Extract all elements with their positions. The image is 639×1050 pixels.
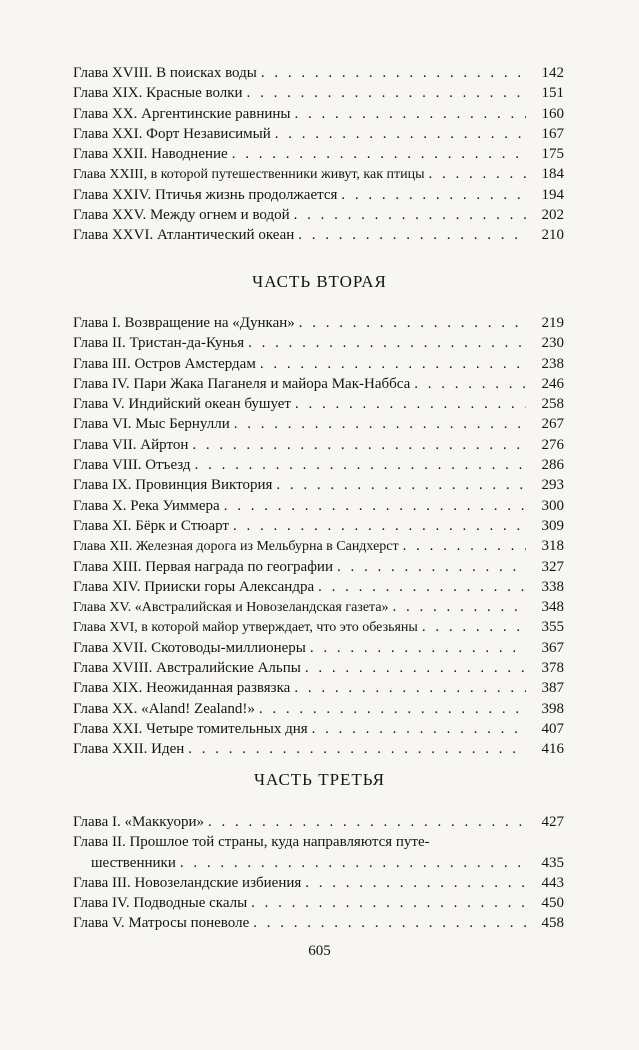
leader-dots — [276, 475, 526, 495]
leader-dots — [305, 658, 526, 678]
entry-page: 267 — [541, 416, 564, 433]
entry-title: Глава XII. Железная дорога из Мельбурна в Сандхерст — [73, 539, 399, 555]
leader-dots — [224, 496, 526, 516]
entry-page: 355 — [541, 619, 564, 636]
entry-title: Глава I. Возвращение на «Дункан» — [73, 315, 295, 331]
leader-dots — [195, 455, 526, 475]
entry-title: Глава XXI. Четыре томительных дня — [73, 720, 308, 737]
entry-title: Глава VII. Айртон — [73, 436, 189, 453]
entry-title: Глава IV. Пари Жака Паганеля и майора Мак-Наббса — [73, 375, 411, 392]
toc-part3 — [73, 812, 564, 934]
leader-dots — [234, 414, 526, 434]
toc-entry — [73, 577, 564, 597]
leader-dots — [310, 638, 526, 658]
toc-entry — [73, 394, 564, 414]
leader-dots — [337, 557, 526, 577]
entry-title: Глава II. Прошлое той страны, куда направляются путе- — [73, 834, 430, 851]
entry-page: 427 — [541, 814, 564, 830]
toc-entry — [73, 455, 564, 475]
toc-entry — [73, 893, 564, 913]
entry-title: Глава XI. Бёрк и Стюарт — [73, 517, 229, 534]
toc-entry — [73, 83, 564, 103]
leader-dots — [318, 577, 526, 597]
entry-page: 398 — [541, 700, 564, 717]
leader-dots — [294, 205, 526, 225]
entry-title: Глава XVII. Скотоводы-миллионеры — [73, 639, 306, 656]
leader-dots — [253, 913, 526, 933]
leader-dots — [275, 124, 526, 144]
leader-dots — [188, 739, 526, 759]
leader-dots — [429, 164, 526, 184]
entry-page: 210 — [541, 227, 564, 244]
toc-entry — [73, 435, 564, 455]
toc-part2 — [73, 313, 564, 760]
toc-entry-continuation — [73, 853, 564, 873]
leader-dots — [312, 719, 526, 739]
toc-entry — [73, 225, 564, 245]
entry-page: 367 — [541, 639, 564, 656]
entry-title: Глава XXIV. Птичья жизнь продолжается — [73, 186, 338, 203]
entry-title: Глава VI. Мыс Бернулли — [73, 416, 230, 433]
toc-entry — [73, 164, 564, 184]
entry-page: 142 — [541, 65, 564, 81]
entry-page: 348 — [541, 599, 564, 616]
toc-entry — [73, 516, 564, 536]
entry-page: 194 — [541, 186, 564, 203]
leader-dots — [294, 678, 526, 698]
entry-page: 443 — [541, 874, 564, 891]
leader-dots — [251, 893, 526, 913]
entry-title: Глава XX. «Aland! Zealand!» — [73, 700, 255, 717]
toc-part1-tail — [73, 63, 564, 246]
entry-title: Глава XXVI. Атлантический океан — [73, 227, 295, 244]
leader-dots — [248, 333, 526, 353]
leader-dots — [260, 354, 526, 374]
entry-page: 167 — [541, 125, 564, 142]
entry-page: 387 — [541, 680, 564, 697]
entry-page: 230 — [541, 335, 564, 352]
entry-page: 286 — [541, 457, 564, 474]
entry-page: 276 — [541, 436, 564, 453]
leader-dots — [180, 853, 526, 873]
leader-dots — [208, 812, 526, 832]
entry-page: 450 — [541, 895, 564, 912]
toc-entry — [73, 374, 564, 394]
leader-dots — [192, 435, 526, 455]
toc-entry — [73, 205, 564, 225]
entry-title: Глава XVI, в которой майор утверждает, что это обезьяны — [73, 620, 418, 636]
entry-page: 293 — [541, 477, 564, 494]
entry-page: 160 — [541, 105, 564, 122]
toc-entry — [73, 658, 564, 678]
leader-dots — [422, 617, 526, 637]
toc-entry — [73, 913, 564, 933]
entry-title: Глава XXII. Наводнение — [73, 146, 228, 163]
toc-entry — [73, 873, 564, 893]
toc-entry — [73, 557, 564, 577]
toc-entry — [73, 812, 564, 832]
entry-page: 318 — [541, 538, 564, 555]
toc-entry — [73, 617, 564, 637]
entry-page: 338 — [541, 578, 564, 595]
entry-page: 309 — [541, 517, 564, 534]
entry-title: Глава X. Река Уиммера — [73, 497, 220, 514]
leader-dots — [305, 873, 526, 893]
toc-entry — [73, 144, 564, 164]
entry-title: Глава XXV. Между огнем и водой — [73, 207, 290, 224]
leader-dots — [295, 104, 526, 124]
leader-dots — [403, 536, 526, 556]
entry-page: 202 — [541, 207, 564, 224]
entry-title: Глава XV. «Австралийская и Новозеландская газета» — [73, 600, 389, 616]
entry-title: Глава XIV. Прииски горы Александра — [73, 578, 315, 595]
toc-entry — [73, 699, 564, 719]
entry-page: 184 — [541, 166, 564, 183]
toc-entry — [73, 124, 564, 144]
leader-dots — [295, 394, 526, 414]
entry-title: Глава XIII. Первая награда по географии — [73, 558, 333, 575]
entry-page: 378 — [541, 660, 564, 677]
entry-title: Глава VIII. Отъезд — [73, 457, 191, 474]
leader-dots — [393, 597, 526, 617]
entry-page: 246 — [541, 375, 564, 392]
entry-title: Глава V. Матросы поневоле — [73, 915, 250, 932]
toc-entry — [73, 354, 564, 374]
leader-dots — [247, 83, 526, 103]
entry-title: шественники — [91, 854, 176, 871]
entry-page: 151 — [541, 85, 564, 102]
entry-page: 238 — [541, 355, 564, 372]
leader-dots — [233, 516, 526, 536]
toc-entry — [73, 313, 564, 333]
entry-title: Глава IV. Подводные скалы — [73, 895, 248, 912]
entry-page: 435 — [541, 854, 564, 871]
leader-dots — [298, 225, 526, 245]
entry-title: Глава XXIII, в которой путешественники живут, как птицы — [73, 167, 425, 183]
entry-title: Глава XX. Аргентинские равнины — [73, 105, 291, 122]
entry-title: Глава XIX. Неожиданная развязка — [73, 680, 291, 697]
toc-entry — [73, 475, 564, 495]
page-number: 605 — [308, 943, 331, 959]
part2-heading: ЧАСТЬ ВТОРАЯ — [252, 272, 387, 291]
entry-page: 458 — [541, 915, 564, 932]
entry-page: 327 — [541, 558, 564, 575]
entry-page: 407 — [541, 720, 564, 737]
leader-dots — [232, 144, 526, 164]
entry-title: Глава XIX. Красные волки — [73, 85, 243, 102]
toc-entry — [73, 739, 564, 759]
entry-page: 300 — [541, 497, 564, 514]
toc-entry — [73, 536, 564, 556]
entry-title: Глава II. Тристан-да-Кунья — [73, 335, 245, 352]
entry-page: 175 — [541, 146, 564, 163]
toc-entry — [73, 63, 564, 83]
entry-title: Глава V. Индийский океан бушует — [73, 396, 291, 413]
entry-title: Глава XVIII. В поисках воды — [73, 65, 257, 81]
leader-dots — [299, 313, 526, 333]
toc-entry — [73, 678, 564, 698]
toc-entry — [73, 104, 564, 124]
leader-dots — [261, 63, 526, 83]
toc-entry — [73, 719, 564, 739]
toc-entry — [73, 333, 564, 353]
entry-title: Глава IX. Провинция Виктория — [73, 477, 273, 494]
entry-page: 219 — [541, 315, 564, 331]
entry-title: Глава III. Остров Амстердам — [73, 355, 256, 372]
part3-heading: ЧАСТЬ ТРЕТЬЯ — [253, 770, 386, 789]
entry-title: Глава III. Новозеландские избиения — [73, 874, 302, 891]
entry-title: Глава I. «Маккуори» — [73, 814, 204, 830]
entry-title: Глава XVIII. Австралийские Альпы — [73, 660, 301, 677]
entry-page: 258 — [541, 396, 564, 413]
leader-dots — [259, 699, 526, 719]
leader-dots — [341, 185, 526, 205]
leader-dots — [414, 374, 526, 394]
toc-entry — [73, 597, 564, 617]
toc-entry — [73, 185, 564, 205]
entry-title: Глава XXI. Форт Независимый — [73, 125, 271, 142]
toc-entry — [73, 496, 564, 516]
toc-entry — [73, 414, 564, 434]
toc-entry-line1 — [73, 832, 564, 852]
toc-entry — [73, 638, 564, 658]
entry-title: Глава XXII. Иден — [73, 741, 185, 758]
entry-page: 416 — [541, 741, 564, 758]
